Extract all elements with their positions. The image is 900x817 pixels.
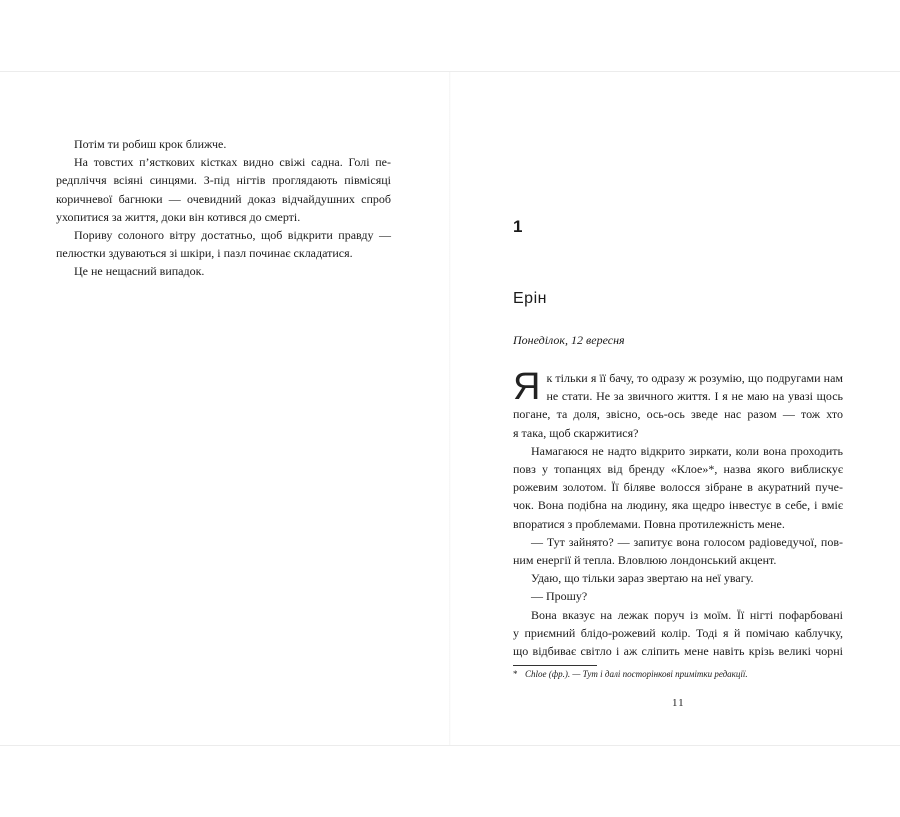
page-number: 11	[672, 697, 685, 709]
text-line: що відбиває світло і аж сліпить мене навіть крізь великі чорні	[513, 644, 843, 659]
text-line: ухопитися за життя, доки він котився до смерті.	[56, 209, 301, 224]
text-line: не стати. Не за звичного життя. І я не маю на увазі щось	[546, 389, 843, 404]
left-paragraph-4	[56, 262, 391, 280]
footnote-divider	[513, 665, 597, 666]
right-paragraph-2	[513, 442, 843, 533]
footnote-text: Chloe (фр.). — Тут і далі посторінкові примітки редакції.	[525, 669, 748, 679]
text-line: Пориву солоного вітру достатньо, щоб відкрити правду —	[74, 228, 391, 243]
footnote	[513, 669, 843, 679]
text-line: впоратися з проблемами. Повна протилежність мене.	[513, 516, 785, 531]
text-line: редпліччя всіяні синцями. З-під нігтів проглядають півмісяці	[56, 173, 391, 188]
book-spread	[0, 71, 900, 746]
chapter-date: Понеділок, 12 вересня	[513, 333, 625, 347]
text-line: — Тут зайнято? — запитує вона голосом радіоведучої, пов-	[531, 534, 843, 549]
text-line: Вона вказує на лежак поруч із моїм. Її нігті пофарбовані	[531, 607, 843, 622]
text-line: пелюстки здуваються зі шкіри, і пазл починає складатися.	[56, 246, 353, 261]
text-line: — Прошу?	[531, 589, 588, 604]
text-line: повз у топанцях від бренду «Клое»*, назва якого виблискує	[513, 462, 843, 477]
drop-cap: Я	[513, 366, 541, 408]
text-line: чок. Вона подібна на людину, яка щедро інвестує в себе, і вміє	[513, 498, 843, 513]
text-line: погане, та доля, звісно, ось-ось зведе нас разом — тож хто	[513, 407, 843, 422]
left-paragraph-1	[56, 135, 391, 153]
text-line: ним енергії й тепла. Вловлюю лондонський акцент.	[513, 553, 777, 568]
text-line: я така, щоб скаржитися?	[513, 425, 639, 440]
right-paragraph-4	[513, 569, 843, 587]
text-line: у приємний блідо-рожевий колір. Тоді я й помічаю каблучку,	[513, 625, 843, 640]
text-line: Удаю, що тільки зараз звертаю на неї увагу.	[531, 571, 754, 586]
right-paragraph-5	[513, 587, 843, 605]
text-line: Це не нещасний випадок.	[74, 264, 205, 279]
opening-paragraph	[513, 366, 843, 442]
chapter-number: 1	[513, 217, 523, 236]
text-line: к тільки я її бачу, то одразу ж розумію, що подругами нам	[546, 371, 843, 385]
left-page-text	[56, 135, 391, 281]
text-line: коричневої багнюки — очевидний доказ відчайдушних спроб	[56, 191, 391, 206]
left-paragraph-2	[56, 153, 391, 226]
text-line: На товстих п’ясткових кістках видно свіжі садна. Голі пе-	[74, 155, 391, 170]
chapter-title: Ерін	[513, 290, 547, 307]
right-paragraph-6	[513, 606, 843, 661]
text-line: Потім ти робиш крок ближче.	[74, 137, 227, 151]
text-line: Намагаюся не надто відкрито зиркати, коли вона проходить	[531, 443, 843, 458]
left-paragraph-3	[56, 226, 391, 262]
footnote-marker: *	[513, 669, 518, 679]
right-paragraph-3	[513, 533, 843, 569]
right-page-text	[513, 366, 843, 660]
text-line: рожевим золотом. Її біляве волосся зібране в акуратний пуче-	[513, 480, 843, 495]
